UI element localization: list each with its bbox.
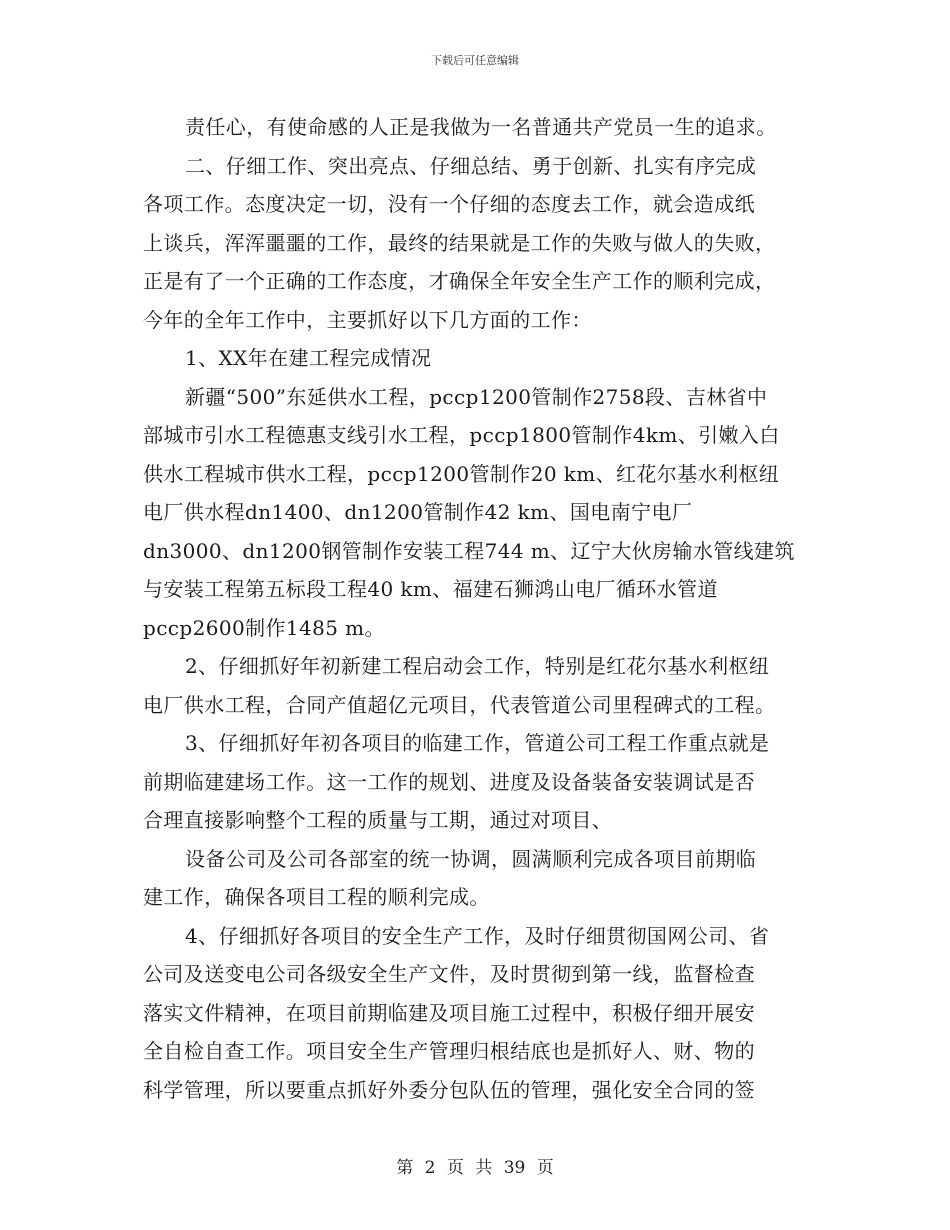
text-line: 科学管理，所以要重点抓好外委分包队伍的管理，强化安全合同的签 [143,1077,755,1102]
page-footer: 第 2 页 共 39 页 [396,1158,554,1178]
text-line: dn3000、dn1200钢管制作安装工程744 m、辽宁大伙房输水管线建筑 [143,538,795,563]
text-line: 2、仔细抓好年初新建工程启动会工作，特别是红花尔基水利枢纽 [185,654,770,678]
text-line: pccp2600制作1485 m。 [143,615,385,640]
text-line: 3、仔细抓好年初各项目的临建工作，管道公司工程工作重点就是 [185,731,770,755]
text-line: 合理直接影响整个工程的质量与工期，通过对项目、 [143,808,613,832]
text-line: 正是有了一个正确的工作态度，才确保全年安全生产工作的顺利完成， [143,269,776,293]
text-line: 落实文件精神，在项目前期临建及项目施工过程中，积极仔细开展安 [143,1000,755,1025]
document-body [143,108,813,1109]
page-header: 下载后可任意编辑 [431,54,519,67]
text-line: 新疆“500”东延供水工程，pccp1200管制作2758段、吉林省中 [185,384,768,409]
text-line: 前期临建建场工作。这一工作的规划、进度及设备装备安装调试是否 [143,769,755,794]
text-line: 公司及送变电公司各级安全生产文件，及时贯彻到第一线，监督检查 [143,962,755,986]
text-line: 电厂供水程dn1400、dn1200管制作42 km、国电南宁电厂 [143,500,693,524]
text-line: 电厂供水工程，合同产值超亿元项目，代表管道公司里程碑式的工程。 [143,692,776,717]
text-line: 责任心，有使命感的人正是我做为一名普通共产党员一生的追求。 [185,115,777,139]
text-line: 上谈兵，浑浑噩噩的工作，最终的结果就是工作的失败与做人的失败， [143,230,776,255]
text-line: 部城市引水工程德惠支线引水工程，pccp1800管制作4km、引嫩入白 [143,423,780,447]
text-line: 4、仔细抓好各项目的安全生产工作，及时仔细贯彻国网公司、省 [185,923,770,948]
text-line: 全自检自查工作。项目安全生产管理归根结底也是抓好人、财、物的 [143,1039,755,1063]
text-line: 与安装工程第五标段工程40 km、福建石狮鸿山电厂循环水管道 [143,577,718,601]
text-line: 二、仔细工作、突出亮点、仔细总结、勇于创新、扎实有序完成 [185,153,757,178]
text-line: 今年的全年工作中，主要抓好以下几方面的工作： [143,307,592,332]
text-line: 设备公司及公司各部室的统一协调，圆满顺利完成各项目前期临 [185,846,757,871]
text-line: 建工作，确保各项目工程的顺利完成。 [143,885,490,909]
text-line: 各项工作。态度决定一切，没有一个仔细的态度去工作，就会造成纸 [143,192,755,216]
text-line: 1、XX年在建工程完成情况 [185,346,432,370]
text-line: 供水工程城市供水工程，pccp1200管制作20 km、红花尔基水利枢纽 [143,461,780,486]
